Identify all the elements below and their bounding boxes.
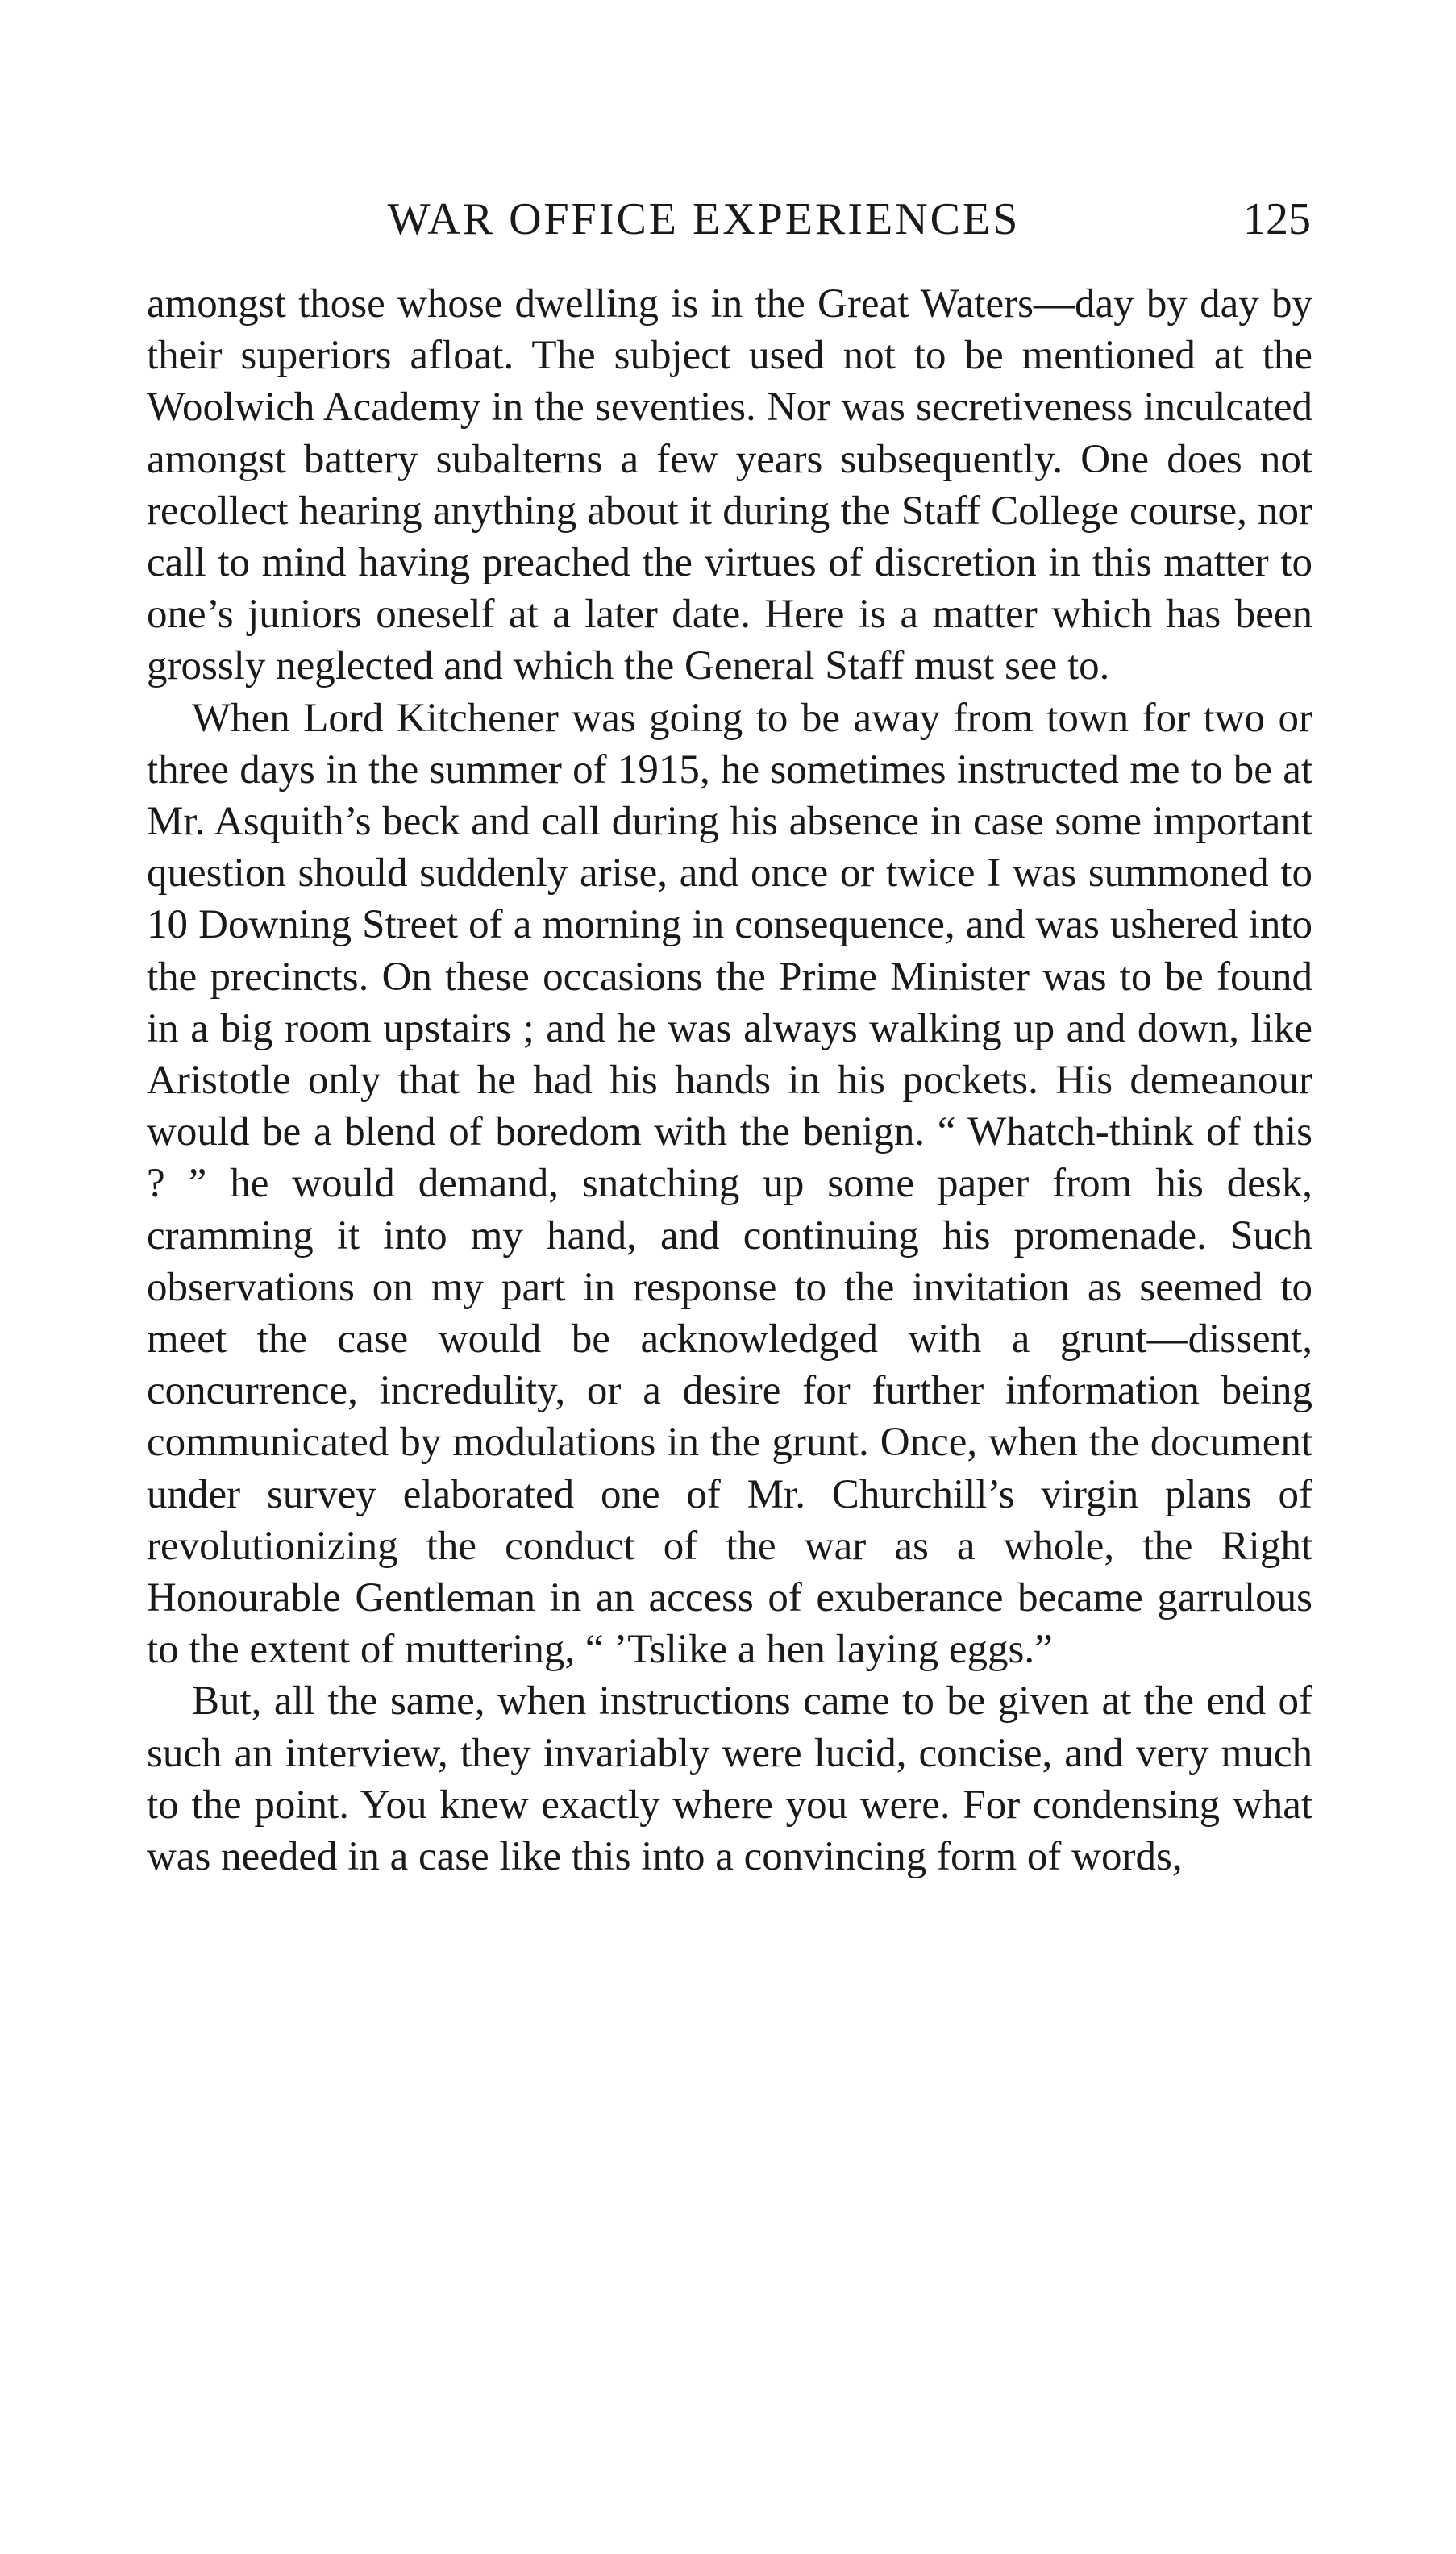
page-number: 125 [1243, 194, 1311, 244]
running-head [145, 187, 1311, 252]
paragraph-continued: amongst those whose dwelling is in the Great Waters—day by day by their superiors afloat. The subject used not to be mentioned at the Woolwich Academy in the seventies. Nor was secretiveness inculcated amongst battery subalterns a few years subsequently. One does not recollect hearing anything about it during the Staff College course, nor call to mind having preached the virtues of discretion in this matter to one’s juniors oneself at a later date. Here is a matter which has been grossly neglected and which the General Staff must see to. [147, 281, 1312, 689]
body-text [147, 278, 1312, 1882]
paragraph-instructions: But, all the same, when instructions came to be given at the end of such an interview, they invariably were lucid, concise, and very much to the point. You knew exactly where you were. For condensing what was needed in a case like this into a convincing form of words, [147, 1678, 1312, 1880]
running-title: WAR OFFICE EXPERIENCES [387, 194, 1021, 244]
paragraph-kitchener: When Lord Kitchener was going to be away from town for two or three days in the summer of 1915, he sometimes instructed me to be at Mr. Asquith’s beck and call during his absence in case some important question should suddenly arise, and once or twice I was summoned to 10 Downing Street of a morning in consequence, and was ushered into the precincts. On these occasions the Prime Minister was to be found in a big room upstairs ; and he was always walking up and down, like Aristotle only that he had his hands in his pockets. His demeanour would be a blend of boredom with the benign. “ Whatch-think of this ? ” he would demand, snatching up some paper from his desk, cramming it into my hand, and continuing his promenade. Such observations on my part in response to the invitation as seemed to meet the case would be acknowledged with a grunt—dissent, concurrence, incredulity, or a desire for further information being communicated by modulations in the grunt. Once, when the document under survey elaborated one of Mr. Churchill’s virgin plans of revolutionizing the conduct of the war as a whole, the Right Honourable Gentleman in an access of exuberance became garrulous to the extent of muttering, “ ’Tslike a hen laying eggs.” [147, 695, 1312, 1673]
